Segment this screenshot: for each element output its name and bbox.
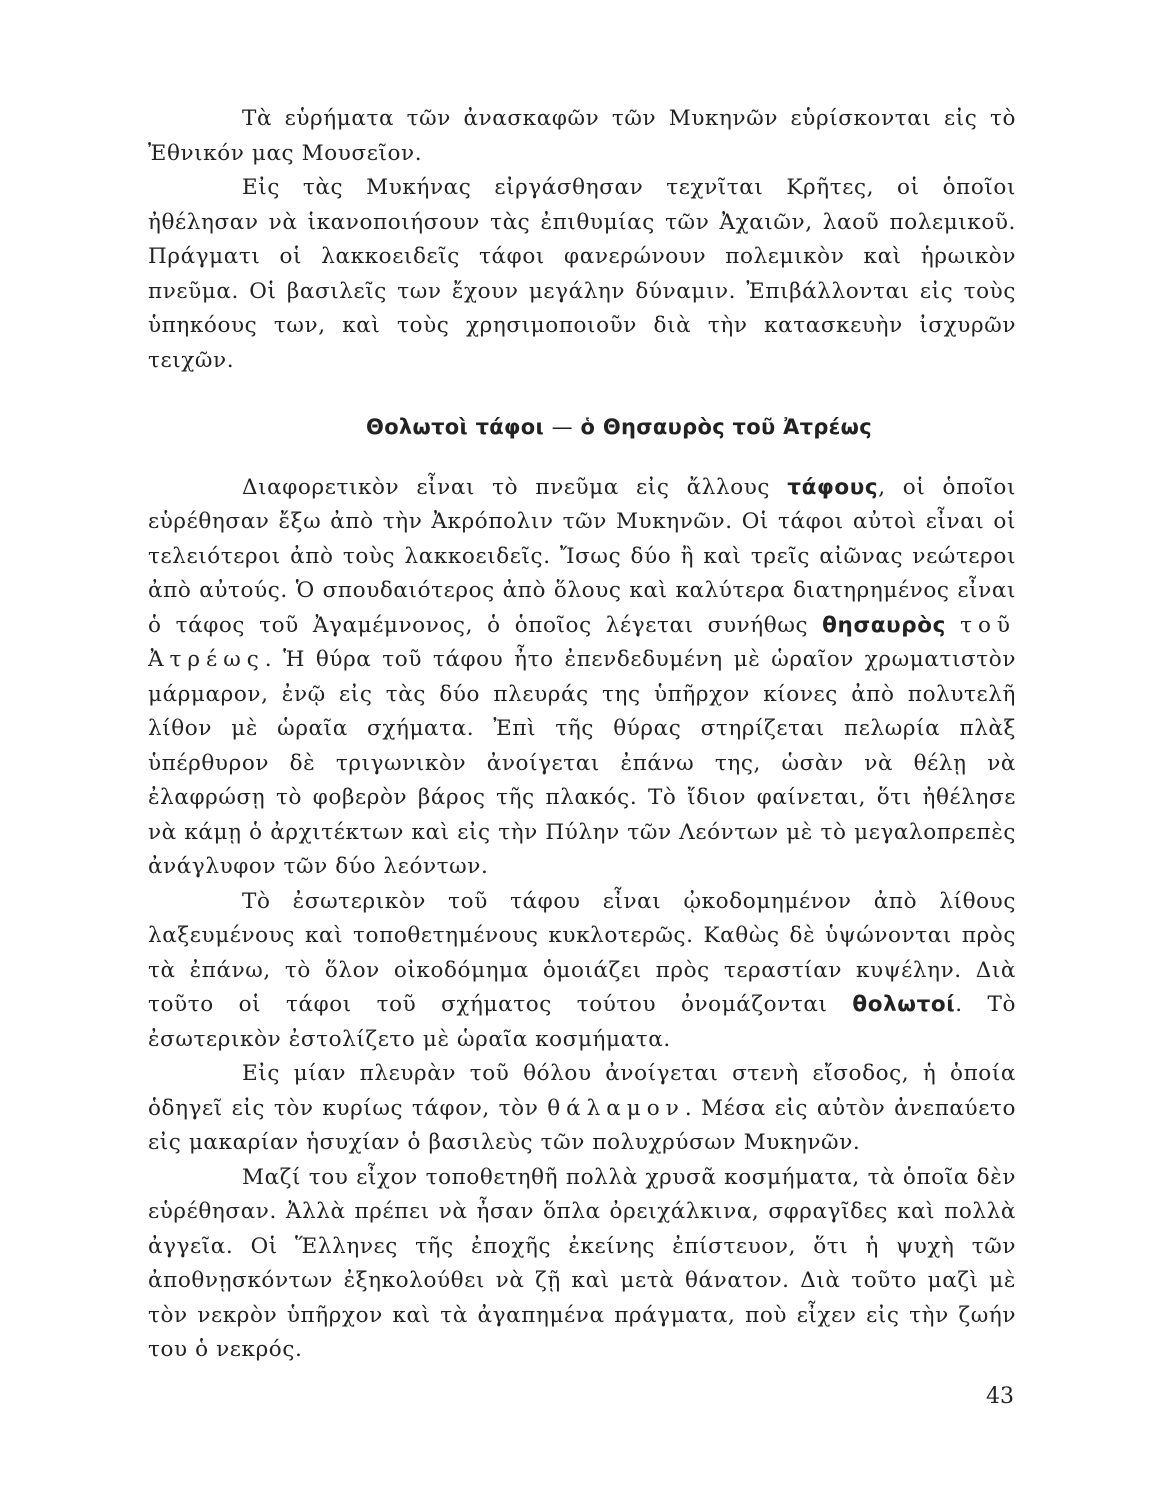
paragraph-6: Μαζί του εἶχον τοποθετηθῆ πολλὰ χρυσᾶ κοσμήματα, τὰ ὁποῖα δὲν εὑρέθησαν. Ἀλλὰ πρέπει νὰ ἦσαν ὅπλα ὀρειχάλκινα, σφραγῖδες καὶ πολλὰ ἀγγεῖα. Οἱ Ἕλληνες τῆς ἐποχῆς ἐκείνης ἐπίστευον, ὅτι ἡ ψυχὴ τῶν ἀποθνῃσκόντων ἐξηκολούθει νὰ ζῇ καὶ μετὰ θάνατον. Διὰ τοῦτο μαζὶ μὲ τὸν νεκρὸν ὑπῆρχον καὶ τὰ ἀγαπημένα πράγματα, ποὺ εἶχεν εἰς τὴν ζωήν του ὁ νεκρός. xyxy=(148,1164,1016,1362)
p3-text-a: Διαφορετικὸν εἶναι τὸ πνεῦμα εἰς ἄλλους xyxy=(242,474,771,500)
section-heading xyxy=(222,410,1016,445)
p3-bold-tafous: τάφους xyxy=(787,474,879,500)
p4-text-c: . Τὸ ἐσωτερικὸν ἐστολίζετο μὲ ὡραῖα κοσμήματα. xyxy=(148,992,1017,1052)
p3-spaced-atreos: τοῦ Ἀτρέως xyxy=(148,612,1016,672)
p5-spaced-thalamon: θάλαμον xyxy=(547,1095,685,1121)
p3-bold-thesauros: θησαυρὸς xyxy=(822,612,946,638)
paragraph-2: Εἰς τὰς Μυκήνας εἰργάσθησαν τεχνῖται Κρῆτες, οἱ ὁποῖοι ἠθέλησαν νὰ ἱκανοποιήσουν τὰς ἐπιθυμίας τῶν Ἀχαιῶν, λαοῦ πολεμικοῦ. Πράγματι οἱ λακκοειδεῖς τάφοι φανερώνουν πολεμικὸν καὶ ἡρωικὸν πνεῦμα. Οἱ βασιλεῖς των ἔχουν μεγάλην δύναμιν. Ἐπιβάλλονται εἰς τοὺς ὑπηκόους των, καὶ τοὺς χρησιμοποιοῦν διὰ τὴν κατασκευὴν ἰσχυρῶν τειχῶν. xyxy=(148,175,1016,373)
p3-text-c: , οἱ ὁποῖοι εὑρέθησαν ἔξω ἀπὸ τὴν Ἀκρόπολιν τῶν Μυκηνῶν. Οἱ τάφοι αὐτοὶ εἶναι οἱ τελειότεροι ἀπὸ τοὺς λακκοειδεῖς. Ἴσως δύο ἢ καὶ τρεῖς αἰῶνας νεώτεροι ἀπὸ αὐτούς. Ὁ σπουδαιότερος ἀπὸ ὅλους καὶ καλύτερα διατηρημένος εἶναι ὁ τάφος τοῦ Ἀγαμέμνονος, ὁ ὁποῖος λέγεται συνήθως xyxy=(148,474,1016,638)
p4-text-a: Τὸ ἐσωτερικὸν τοῦ τάφου εἶναι ᾠκοδομημένον ἀπὸ λίθους λαξευμένους καὶ τοποθετημένους κυκλοτερῶς. Καθὼς δὲ ὑψώνονται πρὸς τὰ ἐπάνω, τὸ ὅλον οἰκοδόμημα ὁμοιάζει πρὸς τεραστίαν κυψέλην. Διὰ τοῦτο οἱ τάφοι τοῦ σχήματος τούτου ὀνομάζονται xyxy=(148,888,1016,1017)
page-number: 43 xyxy=(986,1384,1014,1409)
paragraph-4 xyxy=(148,885,1016,1058)
paragraph-3 xyxy=(148,471,1016,885)
p4-bold-tholotoi: θολωτοί xyxy=(852,992,956,1017)
paragraph-1: Τὰ εὑρήματα τῶν ἀνασκαφῶν τῶν Μυκηνῶν εὑρίσκονται εἰς τὸ Ἐθνικόν μας Μουσεῖον. xyxy=(148,106,1016,166)
p5-text-a: Εἰς μίαν πλευρὰν τοῦ θόλου ἀνοίγεται στενὴ εἴσοδος, ἡ ὁποία ὁδηγεῖ εἰς τὸν κυρίως τάφον, τὸν xyxy=(148,1061,1016,1121)
heading-part-2: ὁ Θησαυρὸς τοῦ Ἀτρέως xyxy=(580,415,872,439)
p5-text-c: . Μέσα εἰς αὐτὸν ἀνεπαύετο εἰς μακαρίαν ἡσυχίαν ὁ βασιλεὺς τῶν πολυχρύσων Μυκηνῶν. xyxy=(148,1095,1016,1155)
heading-part-1: Θολωτοὶ τάφοι xyxy=(366,415,544,439)
heading-dash: — xyxy=(551,415,573,439)
p3-text-f: . Ἡ θύρα τοῦ τάφου ἦτο ἐπενδεδυμένη μὲ ὡραῖον χρωματιστὸν μάρμαρον, ἐνῷ εἰς τὰς δύο πλευράς της ὑπῆρχον κίονες ἀπὸ πολυτελῆ λίθον μὲ ὡραῖα σχήματα. Ἐπὶ τῆς θύρας στηρίζεται πελωρία πλὰξ ὑπέρθυρον δὲ τριγωνικὸν ἀνοίγεται ἐπάνω της, ὡσὰν νὰ θέλῃ νὰ ἐλαφρώσῃ τὸ φοβερὸν βάρος τῆς πλακός. Τὸ ἴδιον φαίνεται, ὅτι ἠθέλησε νὰ κάμῃ ὁ ἀρχιτέκτων καὶ εἰς τὴν Πύλην τῶν Λεόντων μὲ τὸ μεγαλοπρεπὲς ἀνάγλυφον τῶν δύο λεόντων. xyxy=(148,647,1016,879)
paragraph-5 xyxy=(148,1057,1016,1161)
body-text xyxy=(148,102,1016,1368)
